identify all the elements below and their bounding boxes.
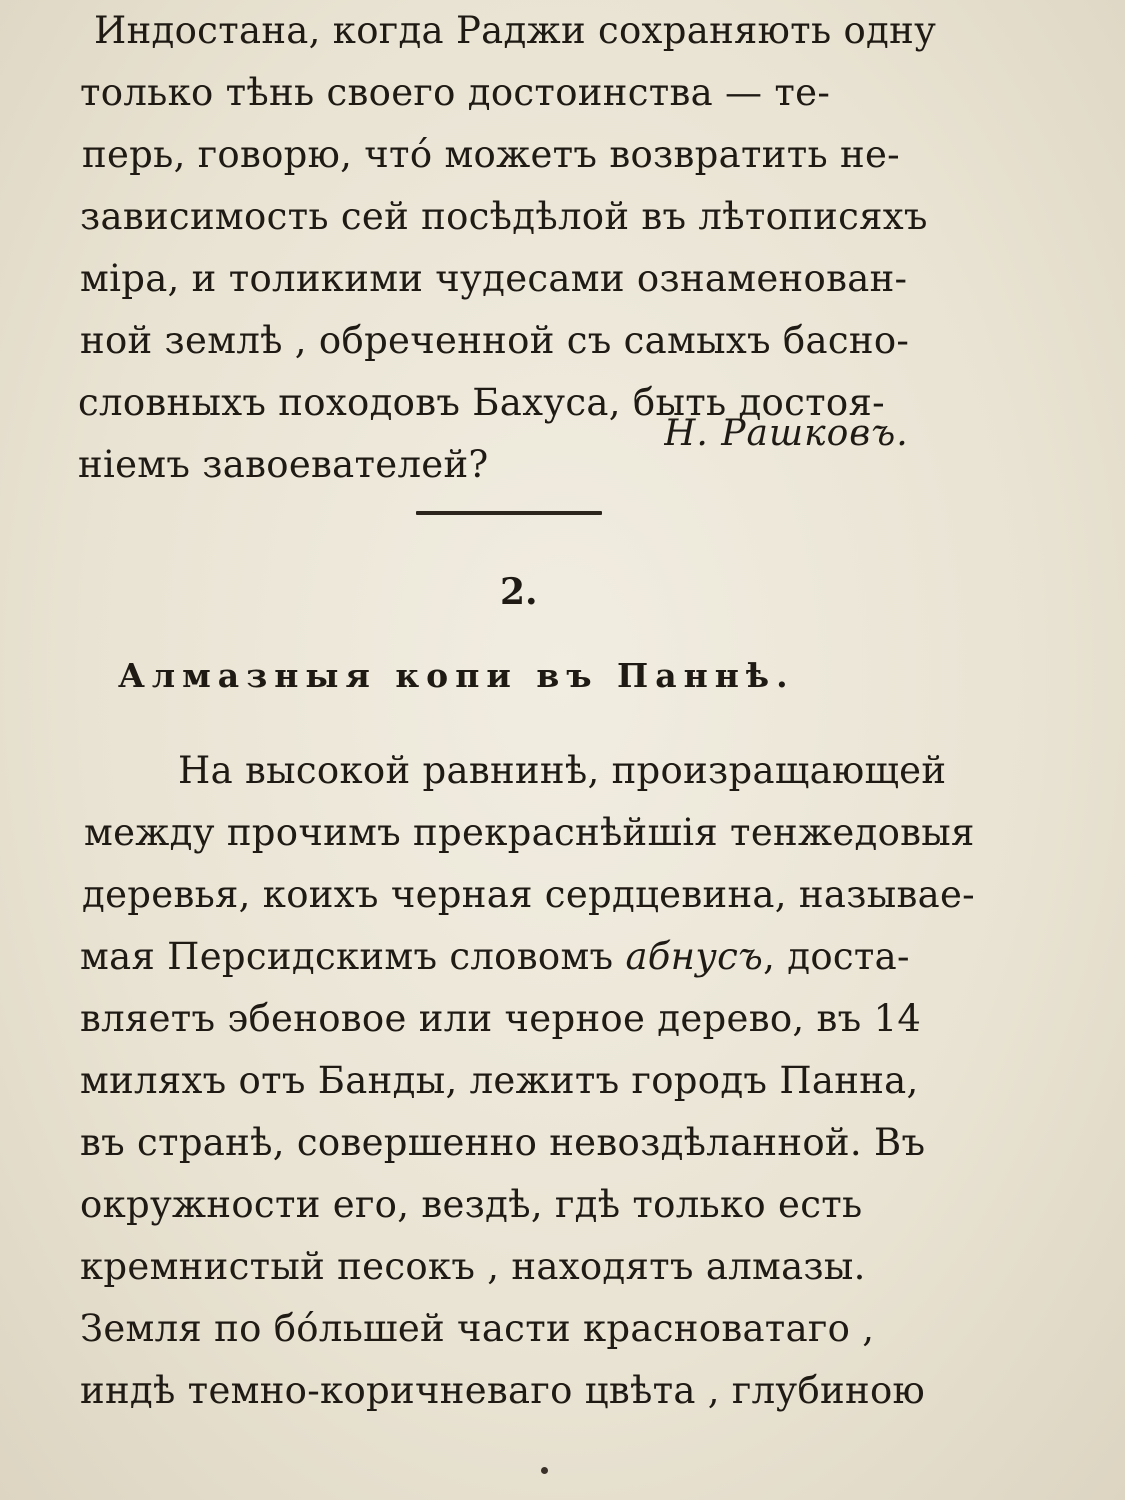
text-line: деревья, коихъ черная сердцевина, называе- [82, 873, 975, 916]
text-segment: мая Персидскимъ словомъ [80, 935, 626, 978]
text-line: окружности его, вездѣ, гдѣ только есть [80, 1183, 863, 1226]
text-line: индѣ темно-коричневаго цвѣта , глубиною [80, 1369, 926, 1412]
section-divider [416, 511, 602, 515]
text-line: ніемъ завоевателей? [78, 443, 489, 486]
ink-dot [541, 1467, 548, 1474]
text-line: только тѣнь своего достоинства — те- [80, 71, 831, 114]
section-number: 2. [500, 571, 538, 613]
text-line: миляхъ отъ Банды, лежитъ городъ Панна, [80, 1059, 919, 1102]
text-line: между прочимъ прекраснѣйшія тенжедовыя [84, 811, 975, 854]
text-line: перь, говорю, что́ можетъ возвратить не- [82, 133, 900, 176]
text-line: ной землѣ , обреченной съ самыхъ басно- [80, 319, 910, 362]
text-line: зависимость сей посѣдѣлой въ лѣтописяхъ [80, 195, 928, 238]
text-line: міра, и толикими чудесами ознаменован- [80, 257, 908, 300]
text-line-with-italic [80, 926, 1020, 988]
text-line: кремнистый песокъ , находятъ алмазы. [80, 1245, 866, 1288]
section-title: Алмазныя копи въ Паннѣ. [118, 656, 795, 695]
text-segment: , доста- [763, 935, 910, 978]
text-line: Земля по бо́льшей части красноватаго , [80, 1307, 875, 1350]
text-line: словныхъ походовъ Бахуса, быть достоя- [78, 381, 885, 424]
author-signature: Н. Рашковъ. [664, 413, 909, 454]
italic-term: абнусъ [625, 935, 764, 978]
text-line: вляетъ эбеновое или черное дерево, въ 14 [80, 997, 922, 1040]
text-line: Индостана, когда Раджи сохраняють одну [94, 9, 937, 52]
text-line: въ странѣ, совершенно невоздѣланной. Въ [80, 1121, 926, 1164]
text-line: На высокой равнинѣ, произращающей [178, 749, 947, 792]
